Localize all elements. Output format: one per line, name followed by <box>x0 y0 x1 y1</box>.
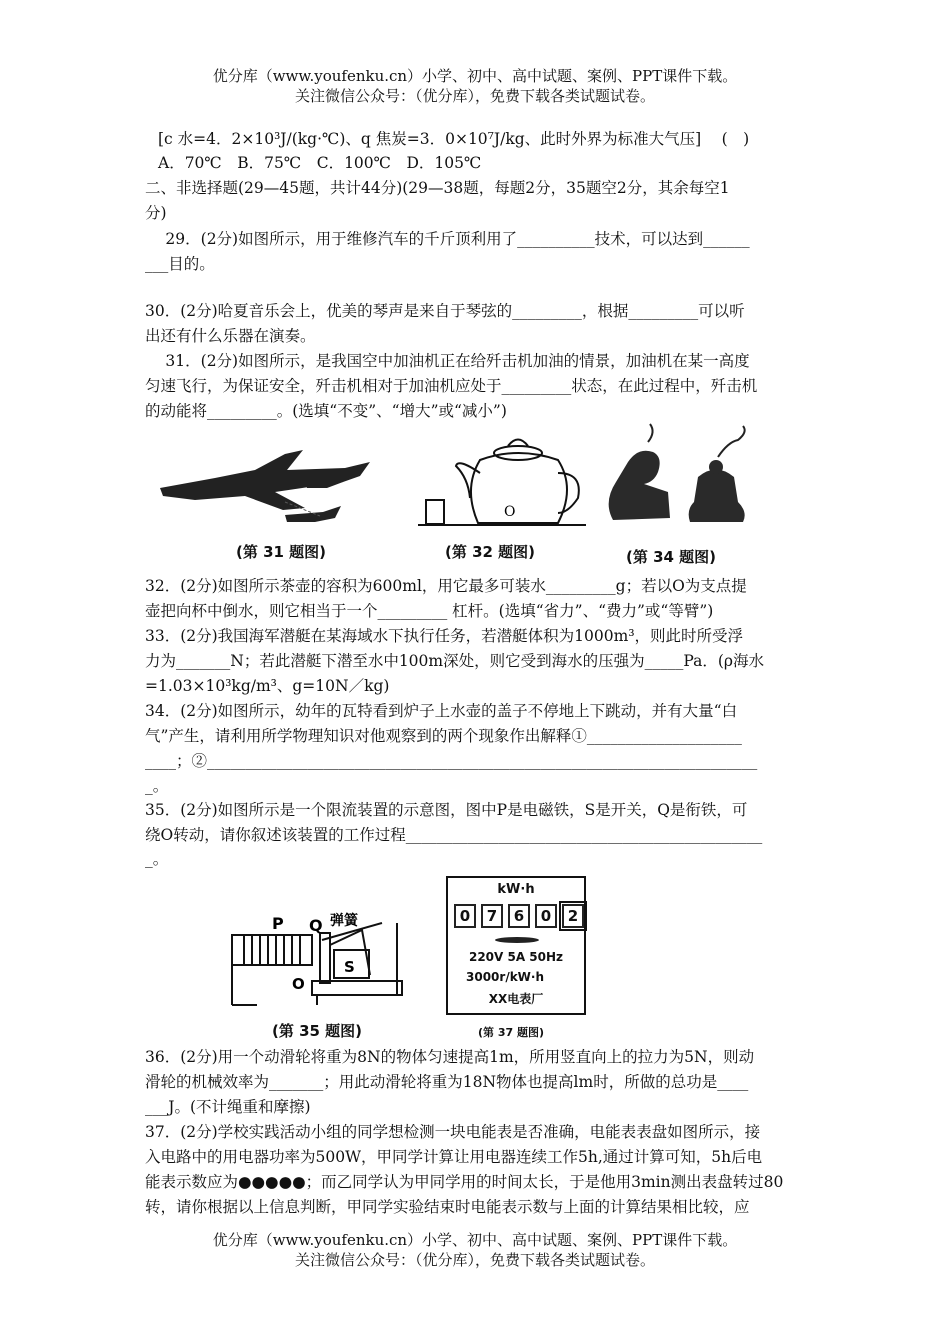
label-spring: 弹簧 <box>330 913 358 929</box>
text-line: 力为_______N；若此潜艇下潜至水中100m深处，则它受到海水的压强为_____Pa．(ρ海水 <box>145 652 764 670</box>
text-line: 31．(2分)如图所示，是我国空中加油机正在给歼击机加油的情景，加油机在某一高度 <box>145 352 750 370</box>
figure-32-caption: (第 32 题图) <box>445 543 536 561</box>
text-line: ___目的。 <box>145 255 215 273</box>
meter-spec: 220V 5A 50Hz <box>468 950 564 964</box>
text-line: [c 水=4．2×10³J/(kg·℃)、q 焦炭=3．0×10⁷J/kg、此时外界为标准大气压] ( ) <box>158 130 750 148</box>
text-line: 的动能将_________。(选填“不变”、“增大”或“减小”) <box>145 402 507 420</box>
label-p: P <box>272 914 284 933</box>
text-line: 匀速飞行，为保证安全，歼击机相对于加油机应处于_________状态，在此过程中，歼击机 <box>145 377 758 395</box>
text-line: 34．(2分)如图所示，幼年的瓦特看到炉子上水壶的盖子不停地上下跳动，并有大量“白 <box>145 702 738 720</box>
meter-disc <box>492 934 542 946</box>
figure-34-caption: (第 34 题图) <box>626 548 717 566</box>
text-line: 分) <box>145 204 167 222</box>
label-q: Q <box>309 916 323 935</box>
meter-revolutions: 3000r/kW·h <box>466 970 545 984</box>
meter-digit: 0 <box>535 904 557 928</box>
footer-line-1: 优分库（www.youfenku.cn）小学、初中、高中试题、案例、PPT课件下载。 <box>212 1231 738 1249</box>
text-line: 二、非选择题(29—45题，共计44分)(29—38题，每题2分，35题空2分，其余每空1 <box>145 179 730 197</box>
text-line: =1.03×10³kg/m³、g=10N／kg) <box>145 677 390 695</box>
meter-digits <box>454 904 589 928</box>
text-line: 35．(2分)如图所示是一个限流装置的示意图，图中P是电磁铁，S是开关，Q是衔铁，可 <box>145 801 748 819</box>
meter-maker: XX电表厂 <box>488 992 544 1006</box>
text-line: _。 <box>145 850 169 868</box>
text-line: 气”产生，请利用所学物理知识对他观察到的两个现象作出解释①____________________ <box>145 727 742 745</box>
meter-digit: 0 <box>454 904 476 928</box>
figure-37-electricity-meter <box>446 876 586 1015</box>
text-line: 能表示数应为●●●●●；而乙同学认为甲同学用的时间太长，于是他用3min测出表盘转过80 <box>145 1173 784 1191</box>
figure-31-caption: (第 31 题图) <box>236 543 327 561</box>
text-line: 绕O转动，请你叙述该装置的工作过程______________________________________________ <box>145 826 763 844</box>
meter-digit: 2 <box>562 904 584 928</box>
figure-31-refueling <box>155 440 395 540</box>
text-line: 33．(2分)我国海军潜艇在某海域水下执行任务，若潜艇体积为1000m³，则此时所受浮 <box>145 627 744 645</box>
footer-line-2: 关注微信公众号：（优分库），免费下载各类试题试卷。 <box>294 1251 655 1269</box>
text-line: 出还有什么乐器在演奏。 <box>145 327 316 345</box>
text-line: ___J。(不计绳重和摩擦) <box>145 1098 311 1116</box>
header-line-2: 关注微信公众号：（优分库），免费下载各类试题试卷。 <box>294 87 655 105</box>
figure-37-caption: (第 37 题图) <box>478 1026 545 1039</box>
meter-digit: 7 <box>481 904 503 928</box>
meter-digit: 6 <box>508 904 530 928</box>
text-line: _。 <box>145 777 169 795</box>
text-line: 29．(2分)如图所示，用于维修汽车的千斤顶利用了__________技术，可以达到______ <box>145 230 750 248</box>
figure-32-teapot <box>418 428 588 533</box>
text-line: 32．(2分)如图所示茶壶的容积为600ml，用它最多可装水_________g；若以O为支点提 <box>145 577 747 595</box>
text-line: 37．(2分)学校实践活动小组的同学想检测一块电能表是否准确，电能表表盘如图所示，接 <box>145 1123 761 1141</box>
header-line-1: 优分库（www.youfenku.cn）小学、初中、高中试题、案例、PPT课件下载。 <box>212 67 738 85</box>
text-line: ____；②_______________________________________________________________________ <box>145 752 758 770</box>
meter-unit: kW·h <box>497 882 535 897</box>
label-o: O <box>292 975 305 993</box>
text-line: A．70℃ B．75℃ C．100℃ D．105℃ <box>158 154 482 172</box>
text-line: 36．(2分)用一个动滑轮将重为8N的物体匀速提高1m，所用竖直向上的拉力为5N，则动 <box>145 1048 755 1066</box>
text-line: 30．(2分)哈夏音乐会上，优美的琴声是来自于琴弦的_________，根据_________可以听 <box>145 302 745 320</box>
text-line: 壶把向杯中倒水，则它相当于一个_________ 杠杆。(选填“省力”、“费力”或“等臂”) <box>145 602 714 620</box>
text-line: 入电路中的用电器功率为500W，甲同学计算让用电器连续工作5h,通过计算可知，5h后电 <box>145 1148 763 1166</box>
label-s: S <box>344 958 355 976</box>
figure-34-watt-kettle <box>598 422 758 532</box>
text-line: 转，请你根据以上信息判断，甲同学实验结束时电能表示数与上面的计算结果相比较，应 <box>145 1198 750 1216</box>
teapot-pivot-label: O <box>504 504 516 520</box>
figure-35-caption: (第 35 题图) <box>272 1022 363 1040</box>
figure-35-current-limiter <box>222 905 422 1015</box>
text-line: 滑轮的机械效率为_______；用此动滑轮将重为18N物体也提高lm时，所做的总功是____ <box>145 1073 749 1091</box>
